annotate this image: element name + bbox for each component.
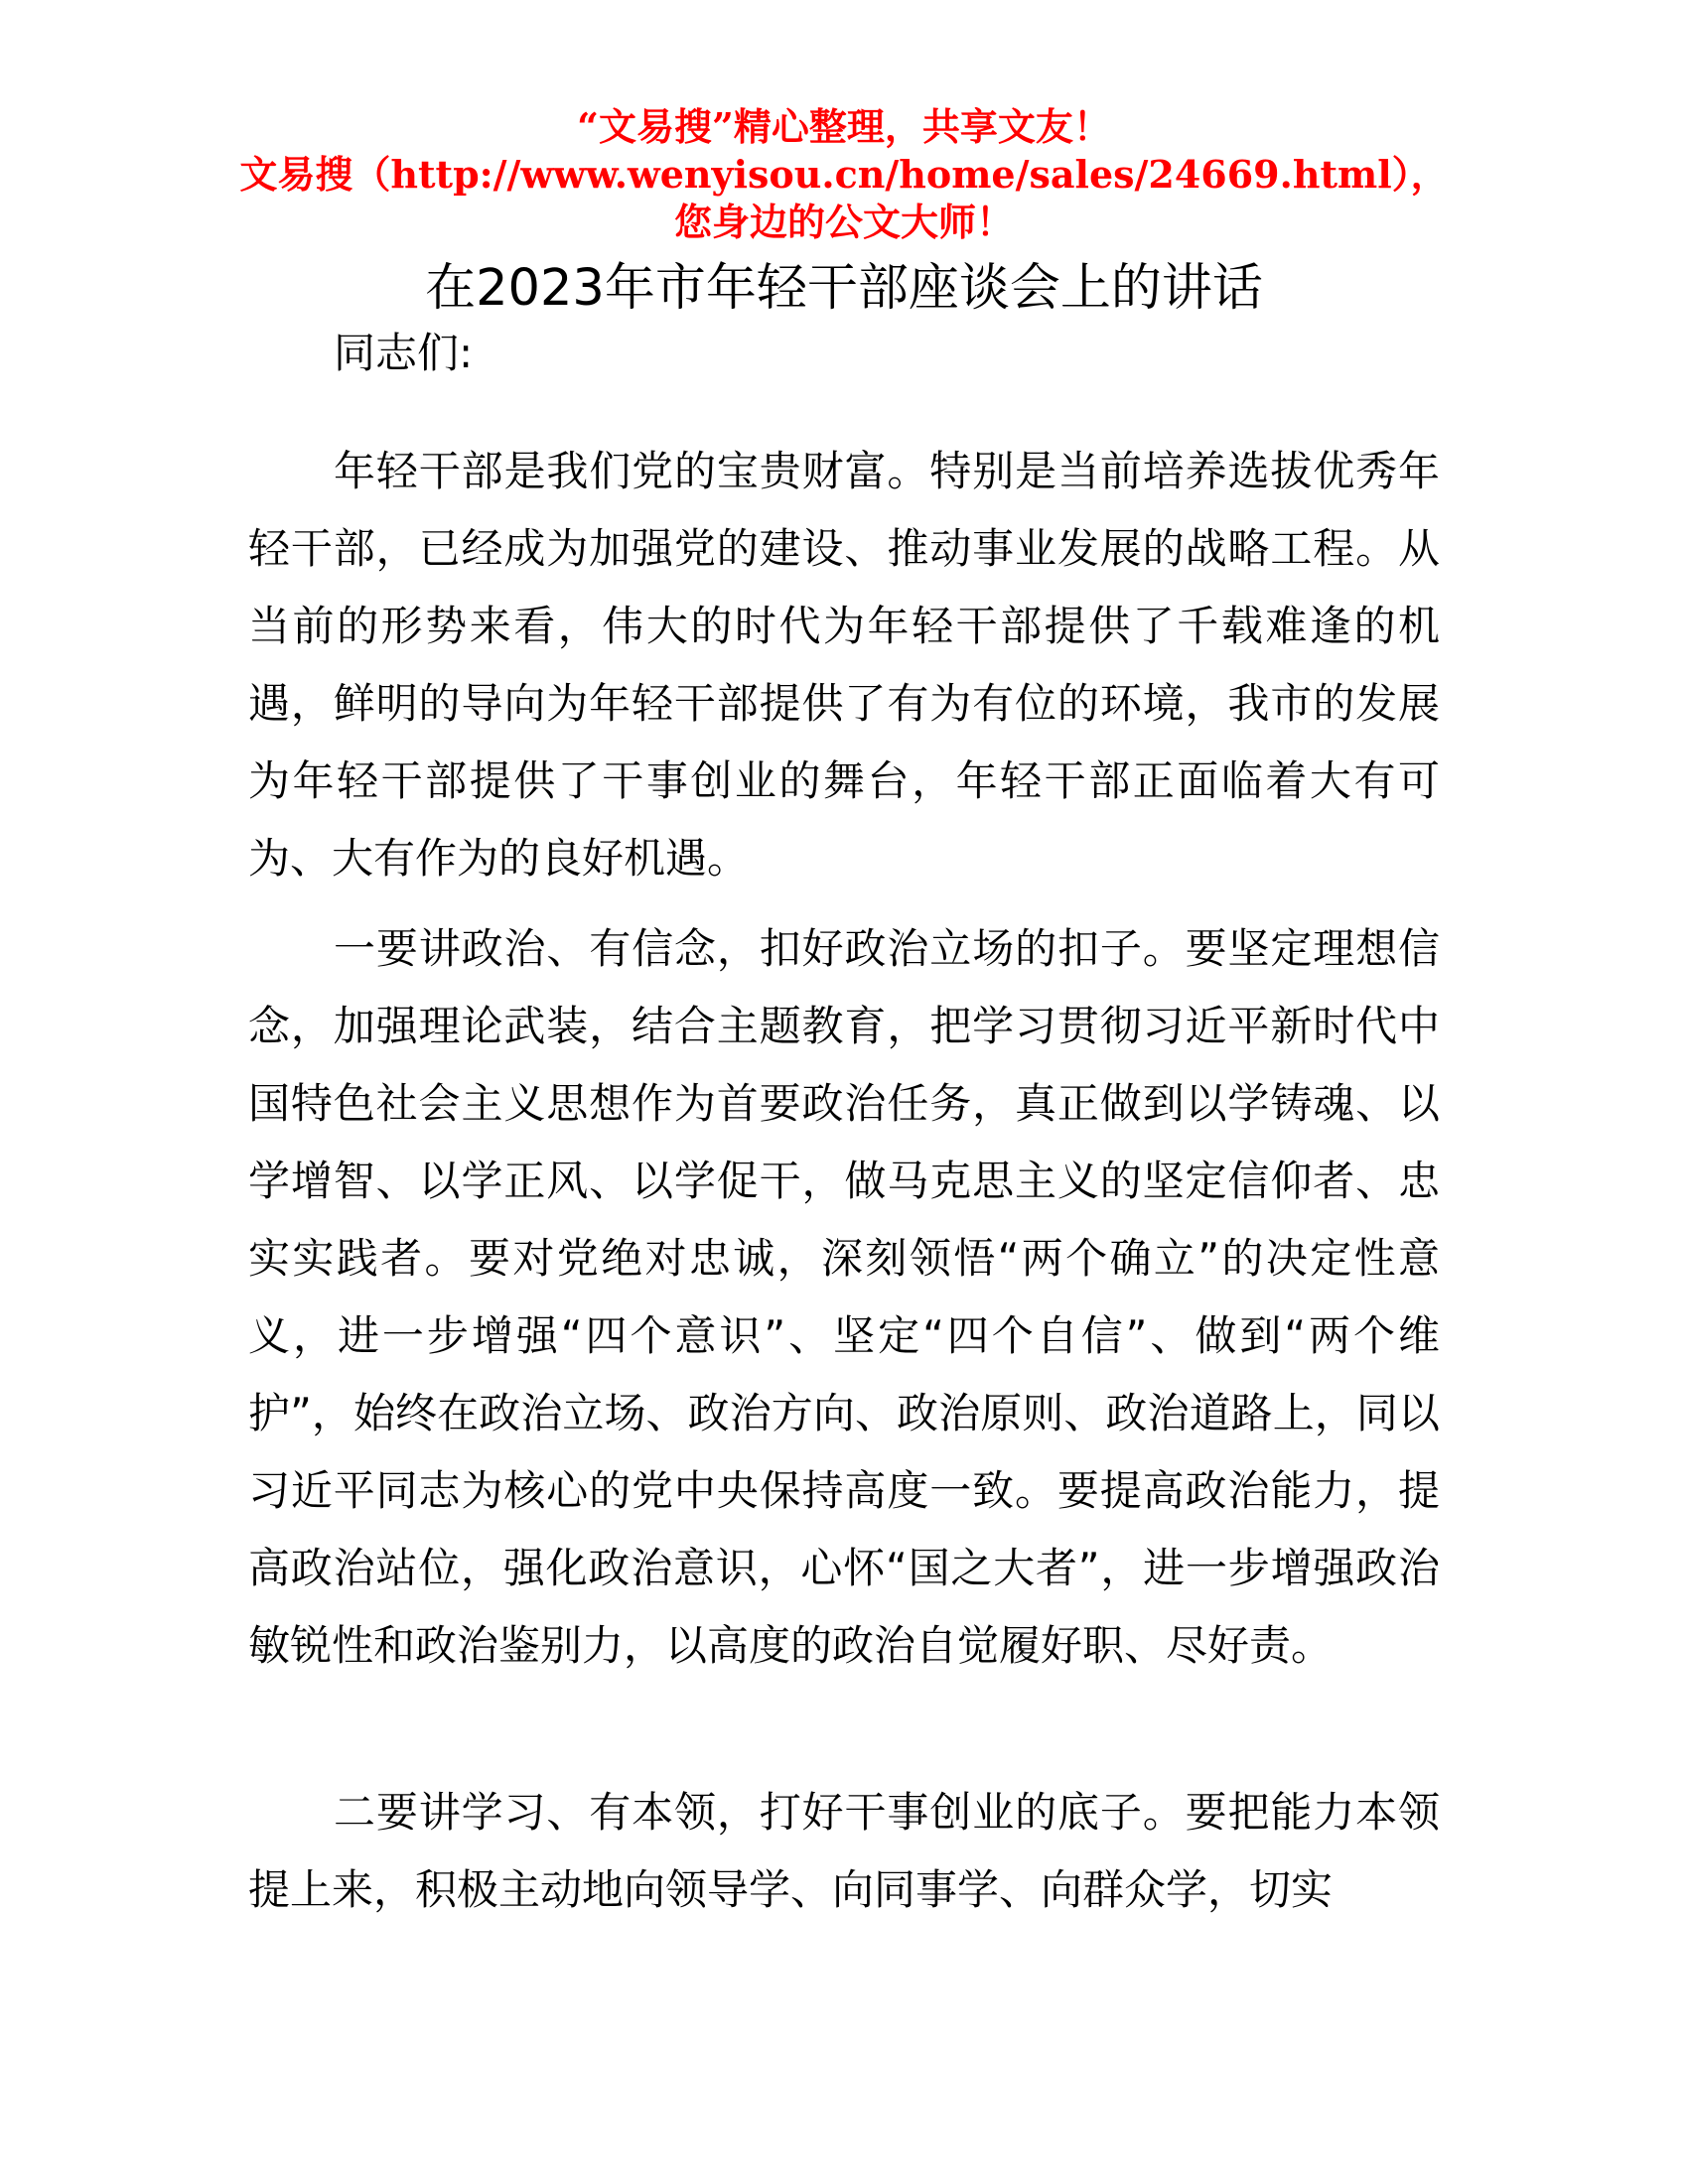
document-title: 在2023年市年轻干部座谈会上的讲话	[425, 259, 1263, 318]
watermark-line-1: “文易搜”精心整理，共享文友！	[577, 104, 1111, 149]
paragraph-1	[248, 433, 1440, 897]
paragraph-3	[248, 1774, 1440, 1929]
paragraph-3-text: 二要讲学习、有本领，打好干事创业的底子。要把能力本领提上来，积极主动地向领导学、向同事学、向群众学，切实	[248, 1788, 1440, 1914]
paragraph-1-text: 年轻干部是我们党的宝贵财富。特别是当前培养选拔优秀年轻干部，已经成为加强党的建设、推动事业发展的战略工程。从当前的形势来看，伟大的时代为年轻干部提供了千载难逢的机遇，鲜明的导向为年轻干部提供了有为有位的环境，我市的发展为年轻干部提供了干事创业的舞台，年轻干部正面临着大有可为、大有作为的良好机遇。	[248, 447, 1440, 883]
paragraph-2-text: 一要讲政治、有信念，扣好政治立场的扣子。要坚定理想信念，加强理论武装，结合主题教育，把学习贯彻习近平新时代中国特色社会主义思想作为首要政治任务，真正做到以学铸魂、以学增智、以学正风、以学促干，做马克思主义的坚定信仰者、忠实实践者。要对党绝对忠诚，深刻领悟“两个确立”的决定性意义，进一步增强“四个意识”、坚定“四个自信”、做到“两个维护”，始终在政治立场、政治方向、政治原则、政治道路上，同以习近平同志为核心的党中央保持高度一致。要提高政治能力，提高政治站位，强化政治意识，心怀“国之大者”，进一步增强政治敏锐性和政治鉴别力，以高度的政治自觉履好职、尽好责。	[248, 924, 1440, 1670]
paragraph-2	[248, 910, 1440, 1685]
greeting	[248, 315, 1440, 392]
watermark-line-2: 文易搜（http://www.wenyisou.cn/home/sales/24669.html），	[239, 152, 1449, 197]
greeting-text: 同志们:	[334, 329, 474, 377]
watermark-line-3: 您身边的公文大师！	[673, 200, 1014, 244]
